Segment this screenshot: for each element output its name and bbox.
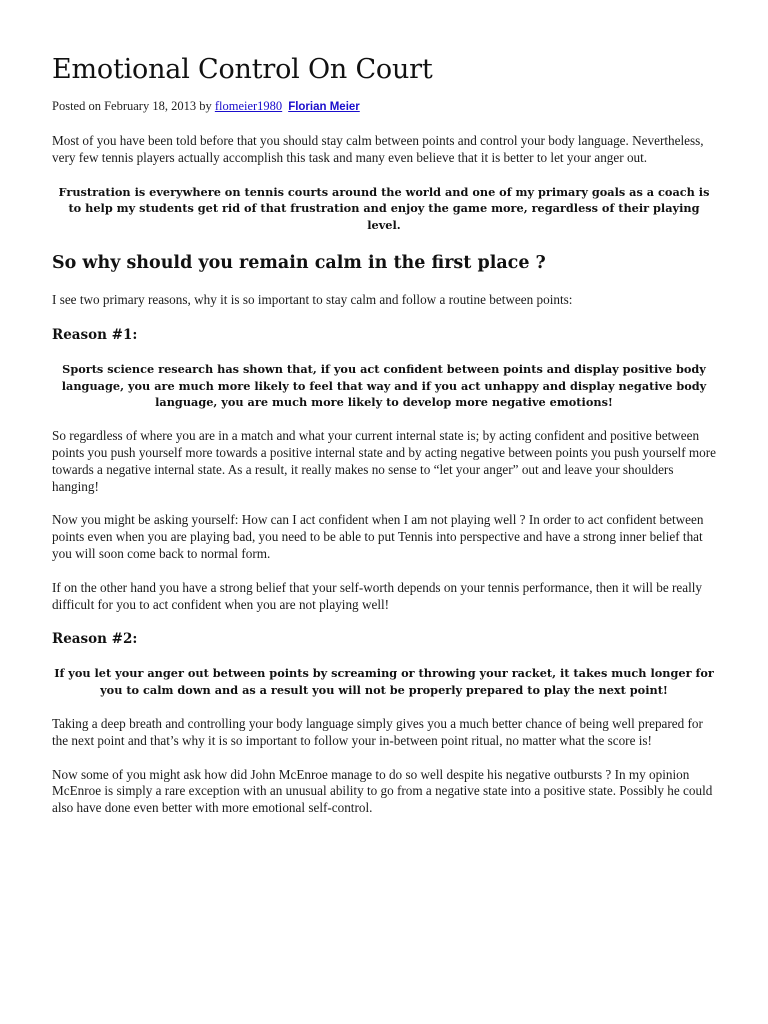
- reason-2-heading: Reason #2:: [52, 631, 138, 648]
- reason-1-bold-statement: Sports science research has shown that, if you act confident between points and display positive body language, you are much more likely to feel that way and if you act unhappy and display negative body language, you are much more likely to develop more negative emotions!: [61, 361, 707, 410]
- reason-1-paragraph-1: So regardless of where you are in a match and what your current internal state is; by acting confident and positive between points you push yourself more towards a positive internal state and by acting negative between points you push yourself more towards a negative internal state. As a result, it really makes no sense to “let your anger” out and leave your shoulders hanging!: [52, 428, 716, 494]
- reason-2-paragraph-1: Taking a deep breath and controlling your body language simply gives you a much better chance of being well prepared for the next point and that’s why it is so important to follow your in-between point ritual, no matter what the score is!: [52, 715, 703, 748]
- author-link[interactable]: flomeier1980: [214, 99, 283, 113]
- posted-date-text: Posted on February 18, 2013 by: [52, 99, 215, 113]
- article-title: Emotional Control On Court: [52, 54, 433, 85]
- section-heading: So why should you remain calm in the first place ?: [52, 252, 546, 273]
- reason-1-heading: Reason #1:: [52, 326, 138, 343]
- reason-2-paragraph-2: Now some of you might ask how did John McEnroe manage to do so well despite his negative outbursts ? In my opinion McEnroe is simply a rare exception with an unusual ability to go from a negative state into a positive state. Possibly he could also have done even better with more emotional self-control.: [52, 766, 713, 816]
- reason-1-paragraph-2: Now you might be asking yourself: How can I act confident when I am not playing well ? In order to act confident between points even when you are playing bad, you need to be able to put Tennis into perspective and have a strong inner belief that you will soon come back to normal form.: [52, 512, 704, 561]
- intro-paragraph: Most of you have been told before that you should stay calm between points and control your body language. Nevertheless, very few tennis players actually accomplish this task and many even believe that it is better to let your anger out.: [52, 133, 704, 165]
- post-meta: [52, 98, 716, 115]
- reason-2-bold-statement: If you let your anger out between points by screaming or throwing your racket, it takes much longer for you to calm down and as a result you will not be properly prepared to play the next point!: [54, 666, 714, 698]
- reason-1-paragraph-3: If on the other hand you have a strong belief that your self-worth depends on your tennis performance, then it will be really difficult for you to act confident when you are not playing well!: [52, 579, 703, 612]
- reasons-intro-paragraph: I see two primary reasons, why it is so important to stay calm and follow a routine between points:: [52, 291, 573, 307]
- intro-bold-statement: Frustration is everywhere on tennis courts around the world and one of my primary goals as a coach is to help my students get rid of that frustration and enjoy the game more, regardless of their playing level.: [58, 184, 710, 233]
- author-name-link[interactable]: Florian Meier: [288, 101, 360, 113]
